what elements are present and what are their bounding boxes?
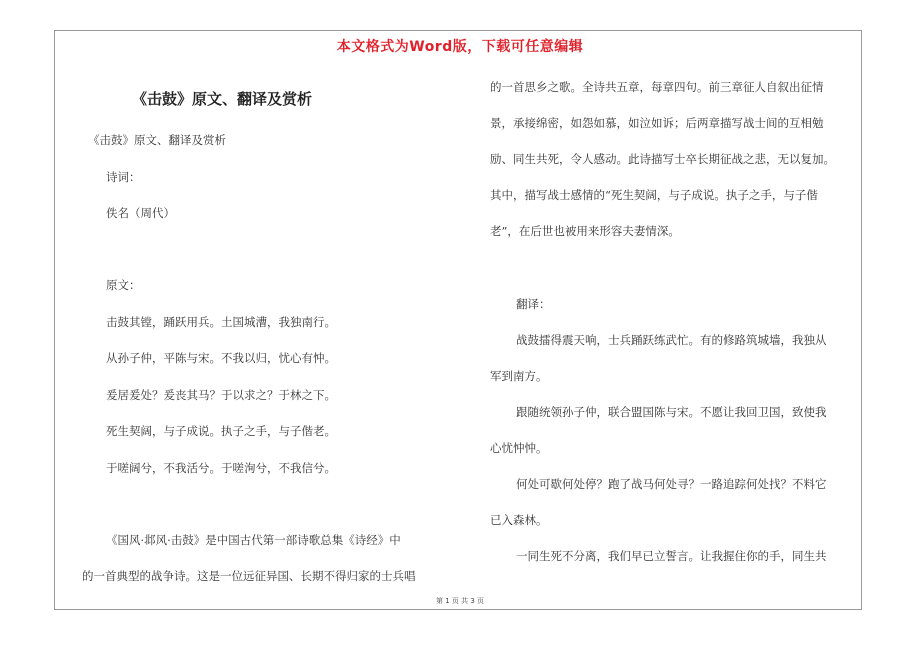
- analysis-paragraph-line: 《国风·邶风·击鼓》是中国古代第一部诗歌总集《诗经》中: [106, 533, 401, 547]
- left-column: [80, 0, 452, 650]
- translation-line: 一同生死不分离，我们早已立誓言。让我握住你的手，同生共: [516, 549, 827, 563]
- analysis-paragraph-line: 的一首典型的战争诗。这是一位远征异国、长期不得归家的士兵唱: [82, 569, 416, 583]
- poem-line: 从孙子仲，平陈与宋。不我以归，忧心有忡。: [106, 351, 336, 365]
- poem-line: 击鼓其镗，踊跃用兵。土国城漕，我独南行。: [106, 315, 336, 329]
- translation-line: 心忧忡忡。: [490, 441, 548, 455]
- poem-line: 爰居爰处？爰丧其马？于以求之？于林之下。: [106, 388, 336, 402]
- poem-line: 于嗟阔兮，不我活兮。于嗟洵兮，不我信兮。: [106, 461, 336, 475]
- poem-label: 诗词：: [106, 170, 141, 184]
- translation-line: 已入森林。: [490, 513, 548, 527]
- editable-notice-banner: 本文格式为Word版，下载可任意编辑: [336, 39, 584, 55]
- poem-author: 佚名（周代）: [106, 206, 175, 220]
- translation-line: 军到南方。: [490, 369, 548, 383]
- poem-line: 死生契阔，与子成说。执子之手，与子偕老。: [106, 424, 336, 438]
- right-column: [488, 0, 860, 650]
- translation-line: 战鼓擂得震天响，士兵踊跃练武忙。有的修路筑城墙，我独从: [516, 333, 827, 347]
- page-number-footer: 第 1 页 共 3 页: [435, 597, 485, 605]
- translation-line: 何处可歇何处停？跑了战马何处寻？一路追踪何处找？不料它: [516, 477, 827, 491]
- document-title: 《击鼓》原文、翻译及赏析: [132, 90, 313, 108]
- analysis-paragraph-line: 老”，在后世也被用来形容夫妻情深。: [490, 224, 680, 238]
- translation-label: 翻译：: [516, 297, 551, 311]
- document-subtitle: 《击鼓》原文、翻译及赏析: [88, 133, 226, 147]
- translation-line: 跟随统领孙子仲，联合盟国陈与宋。不愿让我回卫国，致使我: [516, 405, 827, 419]
- original-label: 原文：: [106, 278, 141, 292]
- analysis-paragraph-line: 其中，描写战士感情的“死生契阔，与子成说。执子之手，与子偕: [490, 188, 818, 202]
- analysis-paragraph-line: 励、同生共死，令人感动。此诗描写士卒长期征战之悲，无以复加。: [490, 152, 835, 166]
- analysis-paragraph-line: 的一首思乡之歌。全诗共五章，每章四句。前三章征人自叙出征情: [490, 80, 824, 94]
- analysis-paragraph-line: 景，承接绵密，如怨如慕，如泣如诉；后两章描写战士间的互相勉: [490, 116, 824, 130]
